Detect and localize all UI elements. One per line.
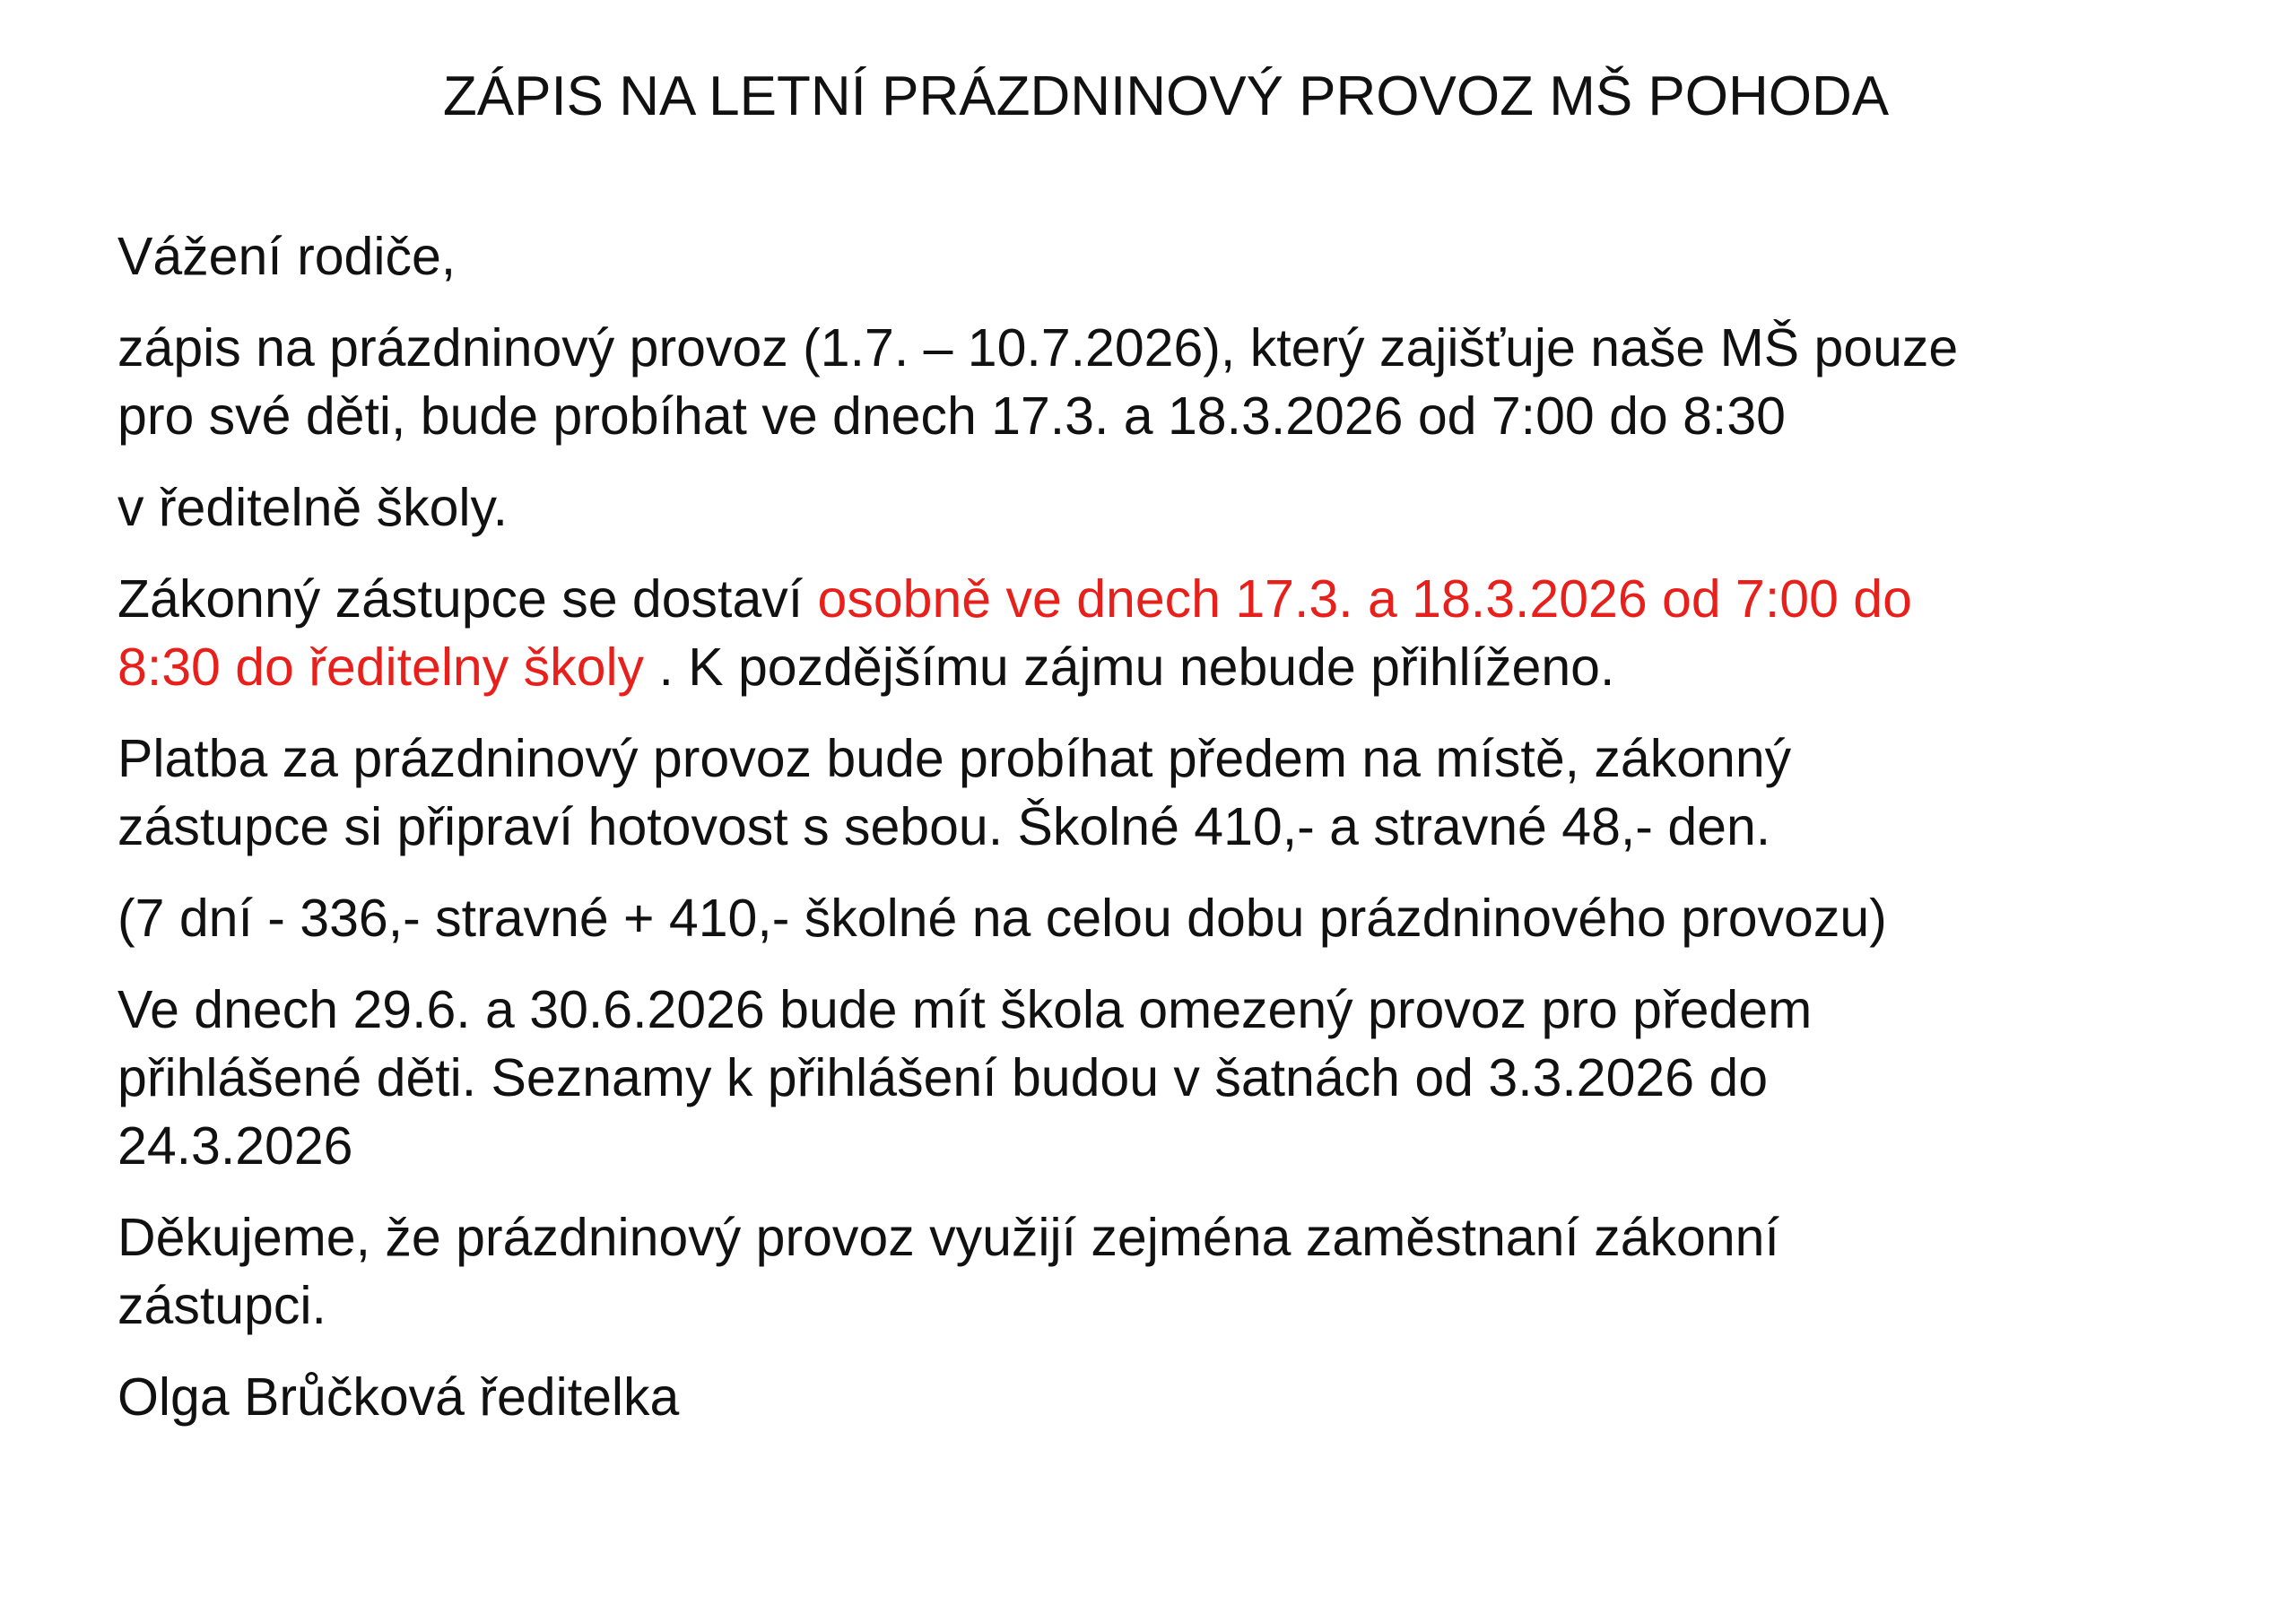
paragraph-limited-operation [117, 976, 2288, 1180]
paragraph-line [117, 565, 2288, 633]
notice-highlight: 8:30 do ředitelny školy [117, 638, 645, 697]
paragraph-payment [117, 725, 2288, 861]
paragraph-line: v ředitelně školy. [117, 478, 509, 537]
paragraph-line: Platba za prázdninový provoz bude probíhat předem na místě, zákonný [117, 729, 1792, 788]
notice-highlight: osobně ve dnech 17.3. a 18.3.2026 od 7:00 do [817, 569, 1912, 629]
document-body [117, 222, 2288, 1454]
notice-prefix: Zákonný zástupce se dostaví [117, 569, 818, 629]
paragraph-location [117, 473, 2288, 542]
signature [117, 1363, 2288, 1431]
paragraph-enrollment-dates [117, 314, 2288, 450]
document-title: ZÁPIS NA LETNÍ PRÁZDNINOVÝ PROVOZ MŠ POHODA [442, 65, 1890, 127]
notice-suffix: . K pozdějšímu zájmu nebude přihlíženo. [644, 638, 1615, 697]
signature-text: Olga Brůčková ředitelka [117, 1367, 680, 1427]
paragraph-line: 24.3.2026 [117, 1116, 353, 1176]
paragraph-line: Ve dnech 29.6. a 30.6.2026 bude mít škola omezený provoz pro předem [117, 980, 1813, 1039]
paragraph-line: zástupce si připraví hotovost s sebou. Školné 410,- a stravné 48,- den. [117, 797, 1771, 856]
paragraph-line: pro své děti, bude probíhat ve dnech 17.3. a 18.3.2026 od 7:00 do 8:30 [117, 386, 1786, 446]
paragraph-cost-breakdown [117, 884, 2288, 952]
paragraph-line: zápis na prázdninový provoz (1.7. – 10.7.2026), který zajišťuje naše MŠ pouze [117, 318, 1959, 378]
greeting [117, 222, 2288, 291]
paragraph-line: zástupci. [117, 1276, 326, 1335]
paragraph-line: přihlášené děti. Seznamy k přihlášení budou v šatnách od 3.3.2026 do [117, 1048, 1769, 1107]
paragraph-thanks [117, 1203, 2288, 1340]
paragraph-line: (7 dní - 336,- stravné + 410,- školné na celou dobu prázdninového provozu) [117, 889, 1887, 948]
greeting-text: Vážení rodiče, [117, 227, 457, 286]
paragraph-line: Děkujeme, že prázdninový provoz využijí zejména zaměstnaní zákonní [117, 1208, 1779, 1267]
paragraph-line [117, 633, 2288, 701]
paragraph-in-person-notice [117, 565, 2288, 701]
